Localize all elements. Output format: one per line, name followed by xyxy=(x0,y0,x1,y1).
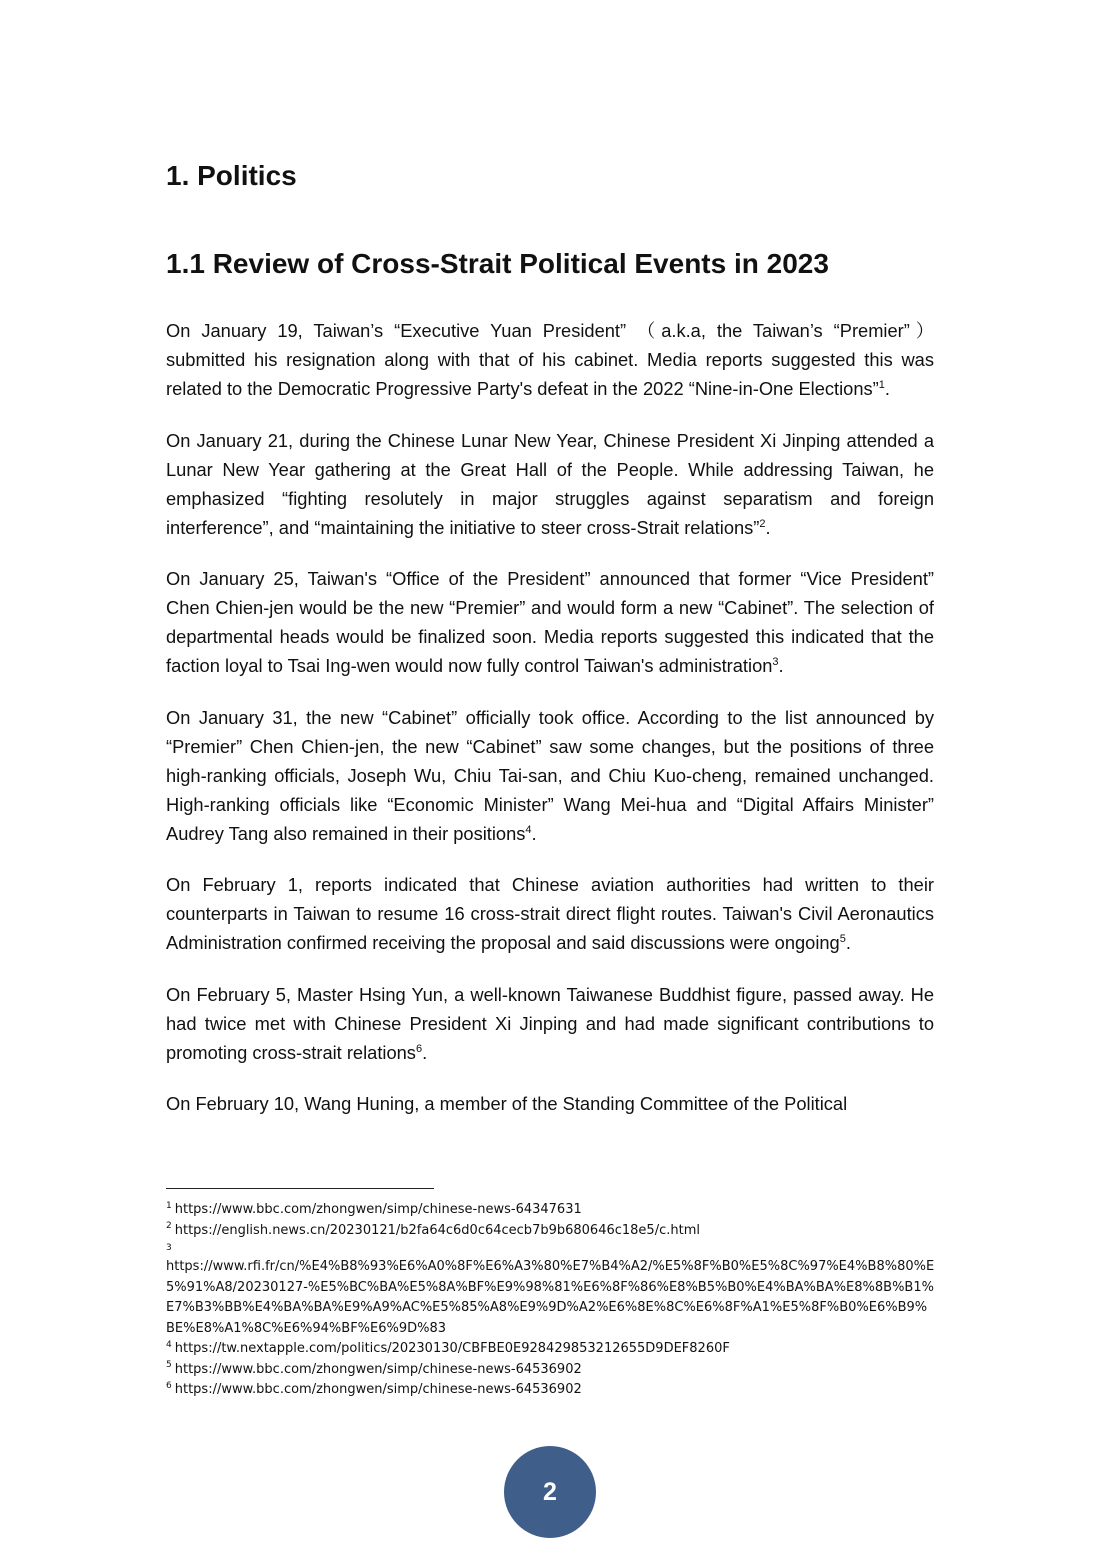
footnote-ref[interactable]: 2 xyxy=(759,517,766,530)
paragraph-text: On January 19, Taiwan’s “Executive Yuan President” （a.k.a, the Taiwan’s “Premier”） submitted his resignation along with that of his cabinet. Media reports suggested this was related to the Democratic Progressive Party's defeat in the 2022 “Nine-in-One Elections” xyxy=(166,320,934,399)
footnote-number: 2 xyxy=(166,1221,172,1232)
paragraph-text: On February 1, reports indicated that Chinese aviation authorities had written to their counterparts in Taiwan to resume 16 cross-strait direct flight routes. Taiwan's Civil Aeronautics Administration confirmed receiving the proposal and said discussions were ongoing xyxy=(166,874,934,953)
footnote-link[interactable]: https://www.bbc.com/zhongwen/simp/chinese-news-64536902 xyxy=(174,1361,582,1377)
paragraph xyxy=(166,1089,934,1118)
footnote-divider xyxy=(166,1188,434,1189)
footnote xyxy=(166,1360,936,1381)
footnote-link[interactable]: https://tw.nextapple.com/politics/20230130/CBFBE0E928429853212655D9DEF8260F xyxy=(174,1341,730,1356)
paragraph-end: . xyxy=(422,1041,428,1063)
footnote-link[interactable]: https://www.rfi.fr/cn/%E4%B8%93%E6%A0%8F%E6%A3%80%E7%B4%A2/%E5%8F%B0%E5%8C%97%E4%B8%80%E5%91%A8/20230127-%E5%BC%BA%E5%8A%BF%E9%98%81%E6%8F%86%E8%B5%B0%E4%BA%BA%E8%8B%B1%E7%B3%BB%E4%BA%BA%E9%A9%AC%E5%85%A8%E9%9D%A2%E6%8E%8C%E6%8F%A1%E5%8F%B0%E6%B9%BE%E8%A1%8C%E6%94%BF%E6%9D%83 xyxy=(166,1259,935,1336)
footnote-number: 6 xyxy=(166,1380,172,1391)
paragraph-text: On February 10, Wang Huning, a member of the Standing Committee of the Political xyxy=(166,1093,848,1114)
footnote-link[interactable]: https://www.bbc.com/zhongwen/simp/chinese-news-64347631 xyxy=(174,1202,582,1217)
paragraph-text: On January 21, during the Chinese Lunar New Year, Chinese President Xi Jinping attended a Lunar New Year gathering at the Great Hall of the People. While addressing Taiwan, he emphasized “fighting resolutely in major struggles against separatism and foreign interference”, and “maintaining the initiative to steer cross-Strait relations” xyxy=(166,429,934,538)
footnote xyxy=(166,1221,936,1242)
footnote-number: 4 xyxy=(166,1339,172,1350)
paragraph xyxy=(166,980,934,1067)
paragraph xyxy=(166,870,934,957)
paragraph xyxy=(166,426,934,542)
paragraph-end: . xyxy=(765,516,771,538)
footnote-number: 1 xyxy=(166,1200,172,1211)
footnote xyxy=(166,1241,936,1339)
paragraph-end: . xyxy=(884,378,890,399)
paragraph-end: . xyxy=(845,932,851,953)
footnote-number: 3 xyxy=(166,1243,172,1253)
section-heading: 1. Politics xyxy=(166,160,297,191)
paragraph xyxy=(166,316,934,403)
body-text xyxy=(166,316,934,1118)
footnote-link[interactable]: https://english.news.cn/20230121/b2fa64c6d0c64cecb7b9b680646c18e5/c.html xyxy=(174,1222,700,1238)
paragraph-text: On January 31, the new “Cabinet” officially took office. According to the list announced by “Premier” Chen Chien-jen, the new “Cabinet” saw some changes, but the positions of three high-ranking officials, Joseph Wu, Chiu Tai-san, and Chiu Kuo-cheng, remained unchanged. High-ranking officials like “Economic Minister” Wang Mei-hua and “Digital Affairs Minister” Audrey Tang also remained in their positions xyxy=(166,706,934,844)
footnote-ref[interactable]: 1 xyxy=(878,378,885,391)
paragraph xyxy=(166,703,934,848)
footnote xyxy=(166,1200,936,1221)
footnote xyxy=(166,1339,936,1360)
paragraph-end: . xyxy=(531,822,537,844)
footnotes xyxy=(166,1200,936,1401)
footnote xyxy=(166,1380,936,1401)
paragraph xyxy=(166,564,934,680)
footnote-ref[interactable]: 6 xyxy=(415,1042,423,1055)
footnote-ref[interactable]: 4 xyxy=(525,823,532,836)
paragraph-text: On January 25, Taiwan's “Office of the President” announced that former “Vice President” Chen Chien-jen would be the new “Premier” and would form a new “Cabinet”. The selection of departmental heads would be finalized soon. Media reports suggested this indicated that the faction loyal to Tsai Ing-wen would now fully control Taiwan's administration xyxy=(166,568,934,676)
paragraph-text: On February 5, Master Hsing Yun, a well-known Taiwanese Buddhist figure, passed away. He had twice met with Chinese President Xi Jinping and had made significant contributions to promoting cross-strait relations xyxy=(166,983,934,1063)
footnote-number: 5 xyxy=(166,1360,172,1371)
subsection-heading: 1.1 Review of Cross-Strait Political Events in 2023 xyxy=(166,248,829,279)
footnote-ref[interactable]: 3 xyxy=(772,655,779,668)
footnote-link[interactable]: https://www.bbc.com/zhongwen/simp/chinese-news-64536902 xyxy=(174,1382,582,1397)
paragraph-end: . xyxy=(778,655,784,676)
page-number: 2 xyxy=(543,1477,557,1506)
footnote-ref[interactable]: 5 xyxy=(839,932,846,945)
page-number-badge xyxy=(504,1446,596,1538)
